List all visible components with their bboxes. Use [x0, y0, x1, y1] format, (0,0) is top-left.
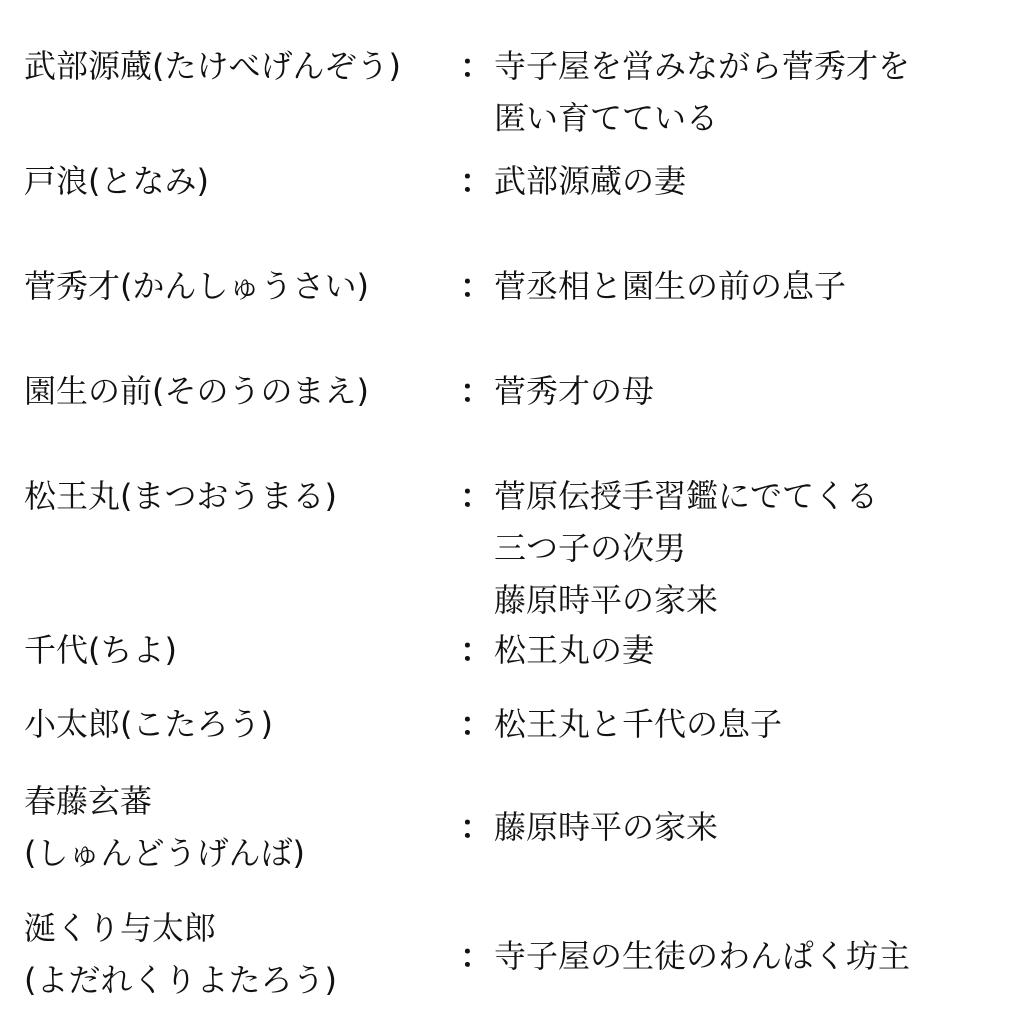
- description-line: 武部源蔵の妻: [494, 162, 687, 200]
- character-name: [24, 775, 464, 879]
- description-line: 藤原時平の家来: [494, 808, 719, 846]
- character-name-line: 涎くり与太郎: [24, 909, 217, 947]
- description-line: 三つ子の次男: [494, 529, 687, 567]
- separator-colon: ：: [460, 937, 493, 975]
- separator-colon: ：: [460, 267, 493, 305]
- description-line: 松王丸の妻: [494, 631, 655, 669]
- character-name-reading: (よだれくりよたろう): [24, 961, 337, 999]
- separator-colon: ：: [460, 808, 493, 846]
- description-line: 匿い育てている: [494, 99, 719, 137]
- separator-colon: ：: [460, 162, 493, 200]
- description-line: 菅丞相と園生の前の息子: [494, 267, 847, 305]
- character-name: [24, 902, 464, 1006]
- character-name: [24, 155, 464, 207]
- description-line: 寺子屋を営みながら菅秀才を: [494, 47, 911, 85]
- character-name: [24, 698, 464, 750]
- description-line: 菅秀才の母: [494, 372, 655, 410]
- character-name-line: 園生の前(そのうのまえ): [24, 372, 369, 410]
- character-description: [494, 260, 1004, 312]
- separator-colon: ：: [460, 47, 493, 85]
- character-description: [494, 930, 1004, 982]
- character-name: [24, 365, 464, 417]
- character-name-reading: (しゅんどうげんば): [24, 834, 305, 872]
- character-name: [24, 470, 464, 522]
- description-line: 菅原伝授手習鑑にでてくる: [494, 477, 879, 515]
- separator-colon: ：: [460, 477, 493, 515]
- character-name-line: 千代(ちよ): [24, 631, 177, 669]
- character-description: [494, 365, 1004, 417]
- description-line: 寺子屋の生徒のわんぱく坊主: [494, 937, 911, 975]
- character-name-line: 戸浪(となみ): [24, 162, 209, 200]
- character-description: [494, 470, 1004, 626]
- character-name-line: 菅秀才(かんしゅうさい): [24, 267, 369, 305]
- character-description: [494, 624, 1004, 676]
- character-name: [24, 40, 464, 92]
- separator-colon: ：: [460, 631, 493, 669]
- character-description: [494, 40, 1004, 144]
- character-description: [494, 155, 1004, 207]
- character-name-line: 春藤玄蕃: [24, 782, 153, 820]
- description-line: 松王丸と千代の息子: [494, 705, 783, 743]
- character-description: [494, 698, 1004, 750]
- separator-colon: ：: [460, 372, 493, 410]
- description-line: 藤原時平の家来: [494, 581, 719, 619]
- character-name-line: 武部源蔵(たけべげんぞう): [24, 47, 401, 85]
- separator-colon: ：: [460, 705, 493, 743]
- character-name: [24, 260, 464, 312]
- character-name: [24, 624, 464, 676]
- character-description: [494, 801, 1004, 853]
- character-name-line: 小太郎(こたろう): [24, 705, 273, 743]
- character-name-line: 松王丸(まつおうまる): [24, 477, 337, 515]
